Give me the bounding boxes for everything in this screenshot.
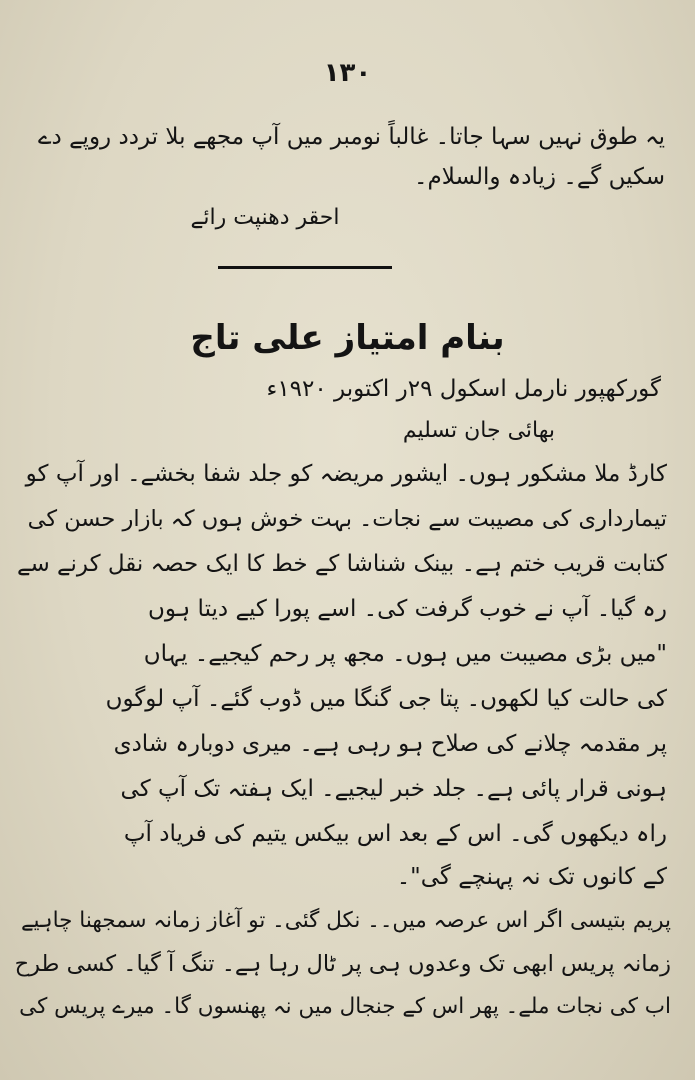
quote-line-3: پر مقدمہ چلانے کی صلاح ہو رہی ہے۔ میری دوبارہ شادی — [113, 731, 667, 757]
quote-line-4: ہونی قرار پائی ہے۔ جلد خبر لیجیے۔ ایک ہفتہ تک آپ کی — [120, 776, 667, 802]
letter1-closing: احقر دھنپت رائے — [190, 205, 340, 230]
paragraph2-line-2: زمانہ پریس ابھی تک وعدوں ہی پر ٹال رہا ہے۔ تنگ آ گیا۔ کسی طرح — [14, 951, 671, 977]
quote-line-1: "میں بڑی مصیبت میں ہوں۔ مجھ پر رحم کیجیے۔ یہاں — [143, 641, 667, 667]
letter-salutation: بھائی جان تسلیم — [402, 418, 555, 443]
quote-line-5: راہ دیکھوں گی۔ اس کے بعد اس بیکس یتیم کی فریاد آپ — [123, 821, 667, 847]
paragraph1-line-4: رہ گیا۔ آپ نے خوب گرفت کی۔ اسے پورا کیے دیتا ہوں — [148, 596, 667, 622]
letter-dateline: گورکھپور نارمل اسکول ۲۹ر اکتوبر ۱۹۲۰ء — [266, 376, 661, 402]
letter1-line-2: سکیں گے۔ زیادہ والسلام۔ — [414, 164, 665, 190]
quote-line-2: کی حالت کیا لکھوں۔ پتا جی گنگا میں ڈوب گئے۔ آپ لوگوں — [105, 686, 667, 712]
paragraph1-line-2: تیمارداری کی مصیبت سے نجات۔ بہت خوش ہوں کہ بازار حسن کی — [27, 506, 667, 532]
page-number: ۱۳۰ — [323, 58, 372, 88]
paragraph2-line-1: پریم بتیسی اگر اس عرصہ میں۔۔ نکل گئی۔ تو آغاز زمانہ سمجھنا چاہیے — [20, 908, 671, 933]
letter1-line-1: یہ طوق نہیں سہا جاتا۔ غالباً نومبر میں آپ مجھے بلا تردد روپے دے — [38, 124, 665, 150]
paragraph1-line-1: کارڈ ملا مشکور ہوں۔ ایشور مریضہ کو جلد شفا بخشے۔ اور آپ کو — [25, 461, 667, 487]
section-divider — [218, 266, 392, 269]
letter-heading: بنام امتیاز علی تاج — [190, 318, 505, 358]
quote-line-6: کے کانوں تک نہ پہنچے گی"۔ — [396, 864, 667, 890]
paragraph2-line-3: اب کی نجات ملے۔ پھر اس کے جنجال میں نہ پھنسوں گا۔ میرے پریس کی — [19, 994, 671, 1019]
paragraph1-line-3: کتابت قریب ختم ہے۔ بینک شناشا کے خط کا ایک حصہ نقل کرنے سے — [16, 551, 667, 577]
